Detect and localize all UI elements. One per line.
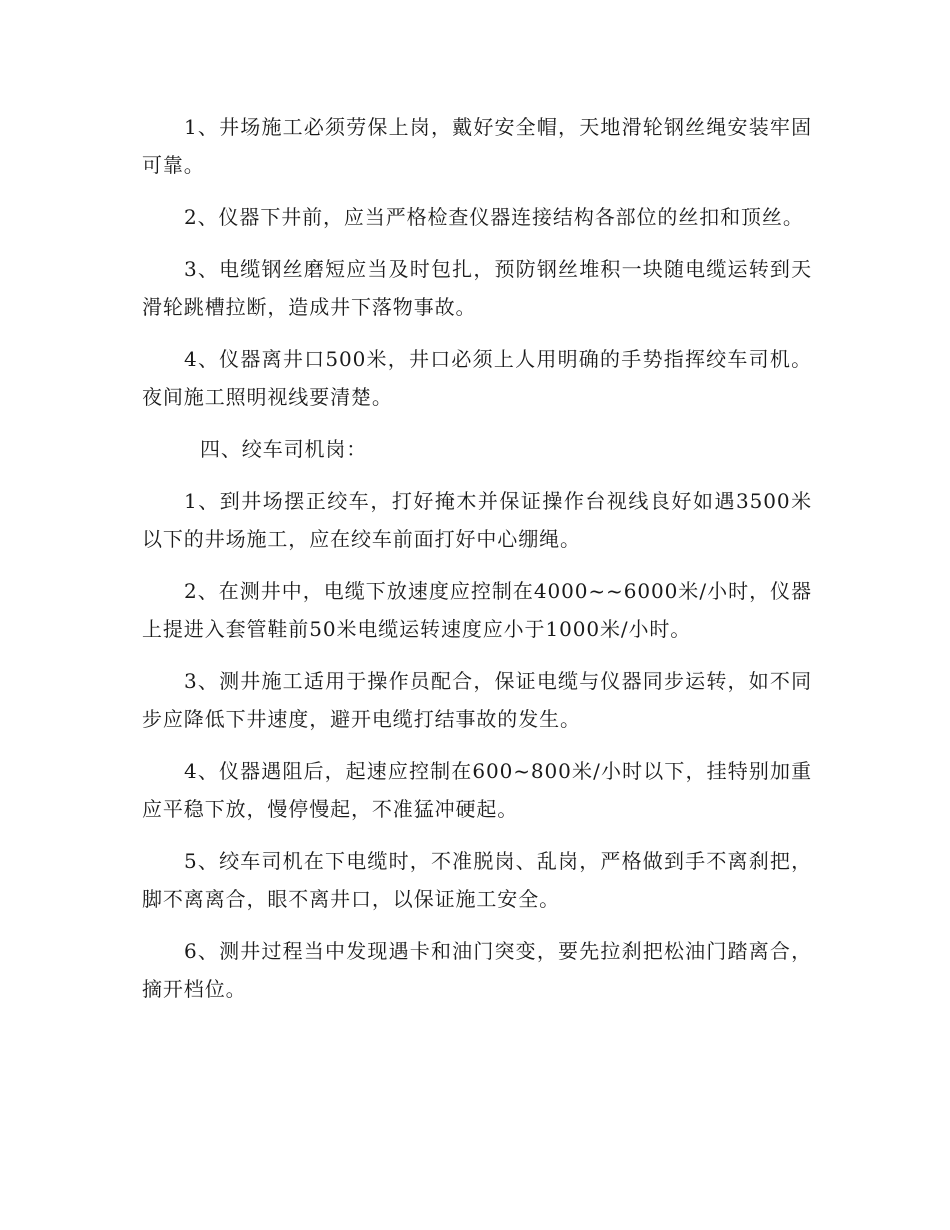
paragraph-item-2: 2、仪器下井前，应当严格检查仪器连接结构各部位的丝扣和顶丝。 <box>184 205 804 229</box>
paragraph-winch-5: 5、绞车司机在下电缆时，不准脱岗、乱岗，严格做到手不离刹把，脚不离离合，眼不离井口，以保证施工安全。 <box>142 849 812 911</box>
document-body <box>142 108 812 1022</box>
section-heading: 四、绞车司机岗： <box>200 437 368 461</box>
paragraph-winch-2: 2、在测井中，电缆下放速度应控制在4000~~6000米/小时，仪器上提进入套管鞋前50米电缆运转速度应小于1000米/小时。 <box>142 579 812 641</box>
paragraph-item-3: 3、电缆钢丝磨短应当及时包扎，预防钢丝堆积一块随电缆运转到天滑轮跳槽拉断，造成井下落物事故。 <box>142 257 812 319</box>
paragraph-winch-3: 3、测井施工适用于操作员配合，保证电缆与仪器同步运转，如不同步应降低下井速度，避开电缆打结事故的发生。 <box>142 669 812 731</box>
paragraph-winch-6: 6、测井过程当中发现遇卡和油门突变，要先拉刹把松油门踏离合，摘开档位。 <box>142 939 812 1001</box>
paragraph-item-1: 1、井场施工必须劳保上岗，戴好安全帽，天地滑轮钢丝绳安装牢固可靠。 <box>142 115 812 177</box>
paragraph-winch-1: 1、到井场摆正绞车，打好掩木并保证操作台视线良好如遇3500米以下的井场施工，应在绞车前面打好中心绷绳。 <box>142 489 812 551</box>
paragraph-winch-4: 4、仪器遇阻后，起速应控制在600~800米/小时以下，挂特别加重应平稳下放，慢停慢起，不准猛冲硬起。 <box>142 759 812 821</box>
paragraph-item-4: 4、仪器离井口500米，井口必须上人用明确的手势指挥绞车司机。夜间施工照明视线要清楚。 <box>142 347 812 409</box>
